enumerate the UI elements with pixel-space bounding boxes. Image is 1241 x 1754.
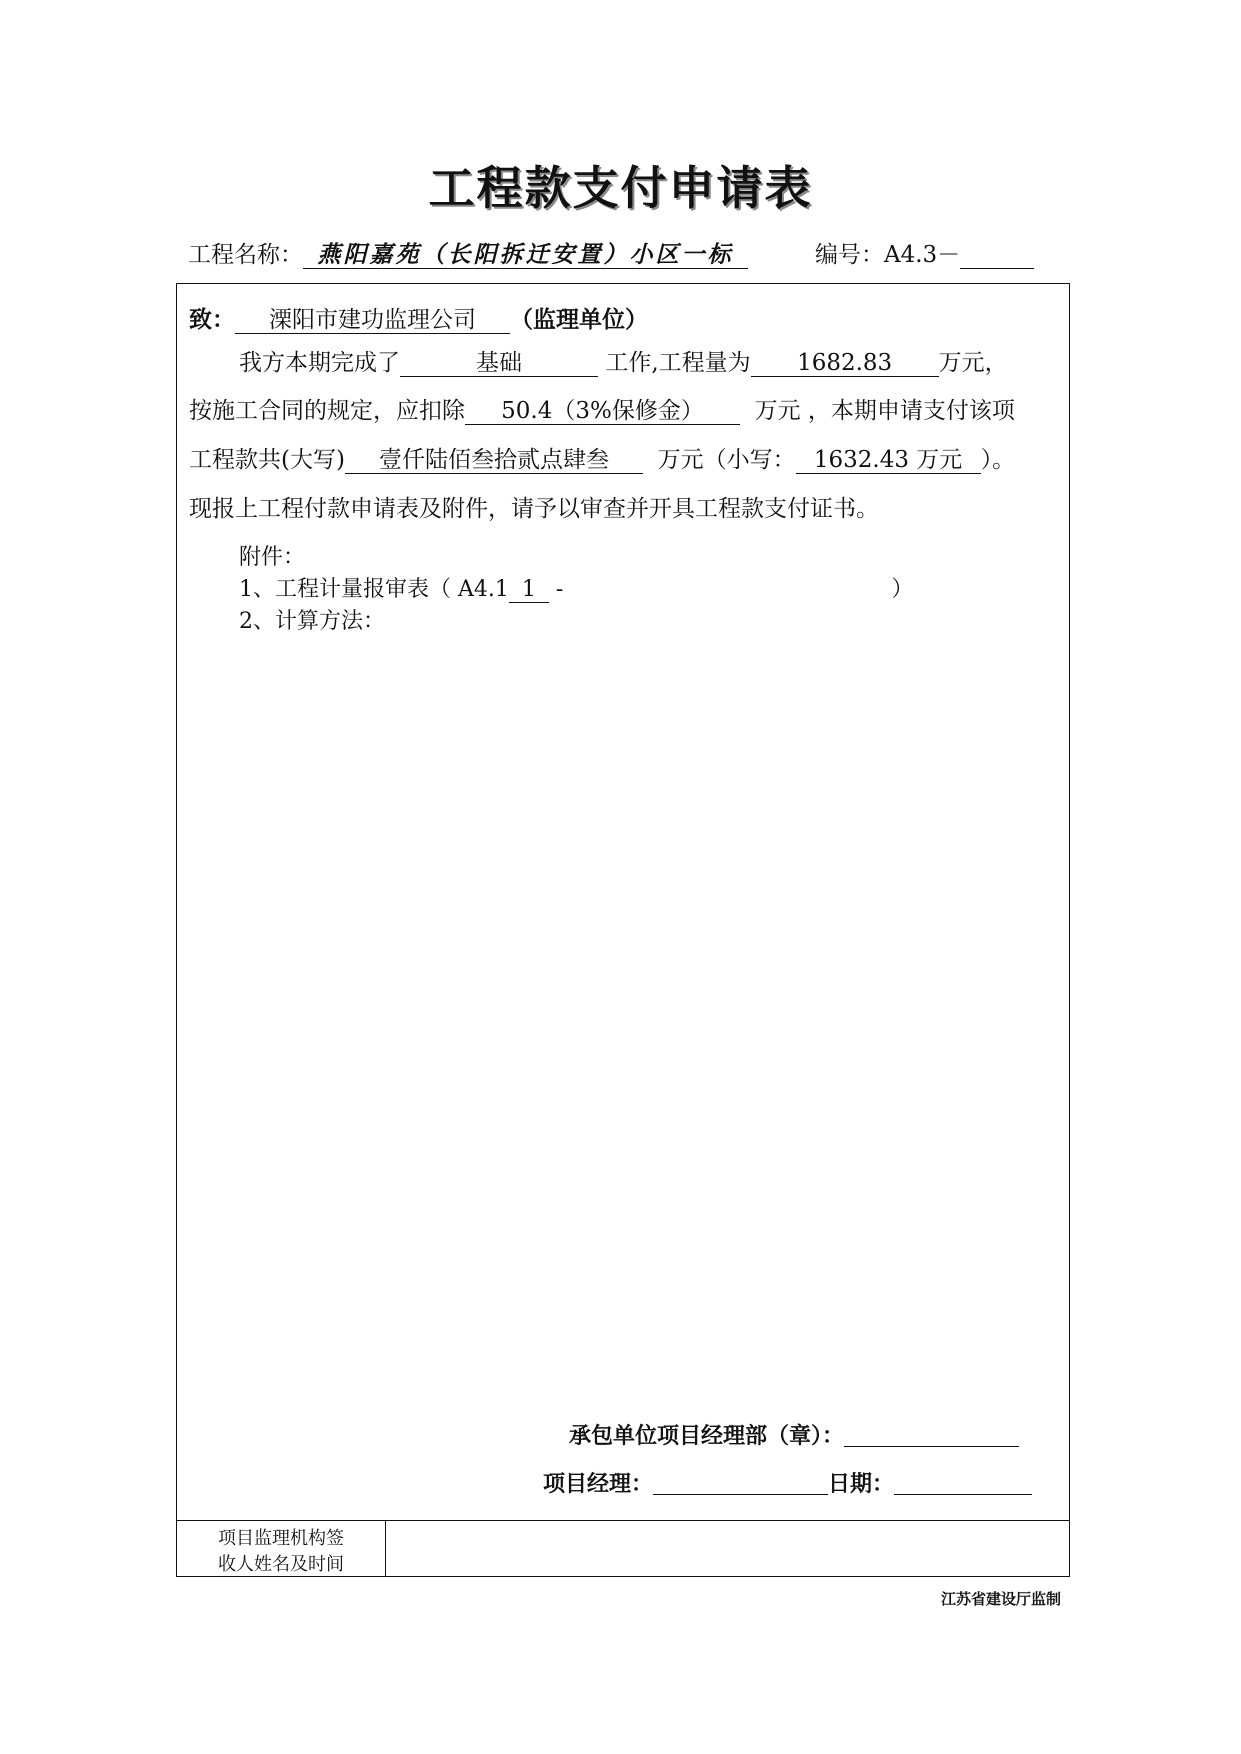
to-label: 致： (189, 307, 235, 333)
number-blank (960, 242, 1034, 269)
project-label: 工程名称： (188, 242, 303, 268)
attachment-1-number: 1 (509, 577, 549, 603)
line2-prefix: 按施工合同的规定，应扣除 (189, 398, 465, 424)
line3-mid: 万元（小写： (657, 447, 796, 473)
line1-prefix: 我方本期完成了 (239, 350, 400, 376)
line1-mid: 工作,工程量为 (605, 350, 751, 376)
project-name-value: 燕阳嘉苑（长阳拆迁安置）小区一标 (303, 242, 748, 269)
receipt-divider (177, 1520, 1069, 1521)
attachment-1 (239, 572, 913, 603)
date-label: 日期： (828, 1472, 895, 1497)
manager-blank (653, 1472, 828, 1495)
receipt-label-line-1: 项目监理机构签 (218, 1528, 344, 1549)
work-amount: 1682.83 (751, 350, 939, 377)
work-name: 基础 (400, 350, 598, 377)
contractor-dept-label: 承包单位项目经理部（章）： (569, 1424, 845, 1449)
amount-in-words: 壹仟陆佰叁拾贰点肆叁 (345, 447, 643, 474)
form-title: 工程款支付申请表 (428, 161, 813, 215)
attachment-1-prefix: 1、工程计量报审表（ A4.1 (239, 577, 509, 602)
receipt-label (177, 1526, 385, 1578)
manager-signature-row (543, 1467, 1032, 1498)
contractor-dept-signature-row (569, 1419, 1019, 1450)
project-name-row (188, 236, 748, 269)
body-line-4: 现报上工程付款申请表及附件，请予以审查并开具工程款支付证书。 (189, 496, 879, 522)
receipt-label-line-2: 收人姓名及时间 (218, 1554, 344, 1575)
attachment-label: 附件： (239, 545, 306, 570)
issuer-footer: 江苏省建设厅监制 (940, 1590, 1061, 1608)
supervisor-name: 溧阳市建功监理公司 (235, 307, 510, 334)
line3-prefix: 工程款共(大写) (189, 447, 345, 473)
number-label: 编号： (815, 242, 884, 268)
attachment-1-dash: - (555, 577, 564, 602)
amount-in-figures: 1632.43 万元 (796, 447, 981, 474)
body-line-3 (189, 441, 1015, 474)
body-line-2 (189, 392, 1015, 425)
deduction-amount: 50.4（3%保修金） (465, 398, 740, 425)
supervisor-unit-label: （监理单位） (510, 307, 648, 333)
body-line-1 (239, 344, 1008, 377)
attachment-1-close: ） (891, 577, 914, 602)
number-prefix: A4.3－ (884, 242, 961, 268)
line3-suffix: ）。 (980, 447, 1016, 473)
form-number-row (815, 236, 1034, 269)
addressee-line (189, 301, 648, 334)
form-body (176, 283, 1070, 1577)
line2-suffix: 万元 ，本期申请支付该项 (754, 398, 1015, 424)
receipt-column-divider (385, 1520, 386, 1576)
line1-suffix: 万元， (938, 350, 1008, 376)
date-blank (894, 1472, 1032, 1495)
contractor-dept-blank (844, 1424, 1019, 1447)
attachment-2: 2、计算方法： (239, 609, 385, 634)
manager-label: 项目经理： (543, 1472, 654, 1497)
